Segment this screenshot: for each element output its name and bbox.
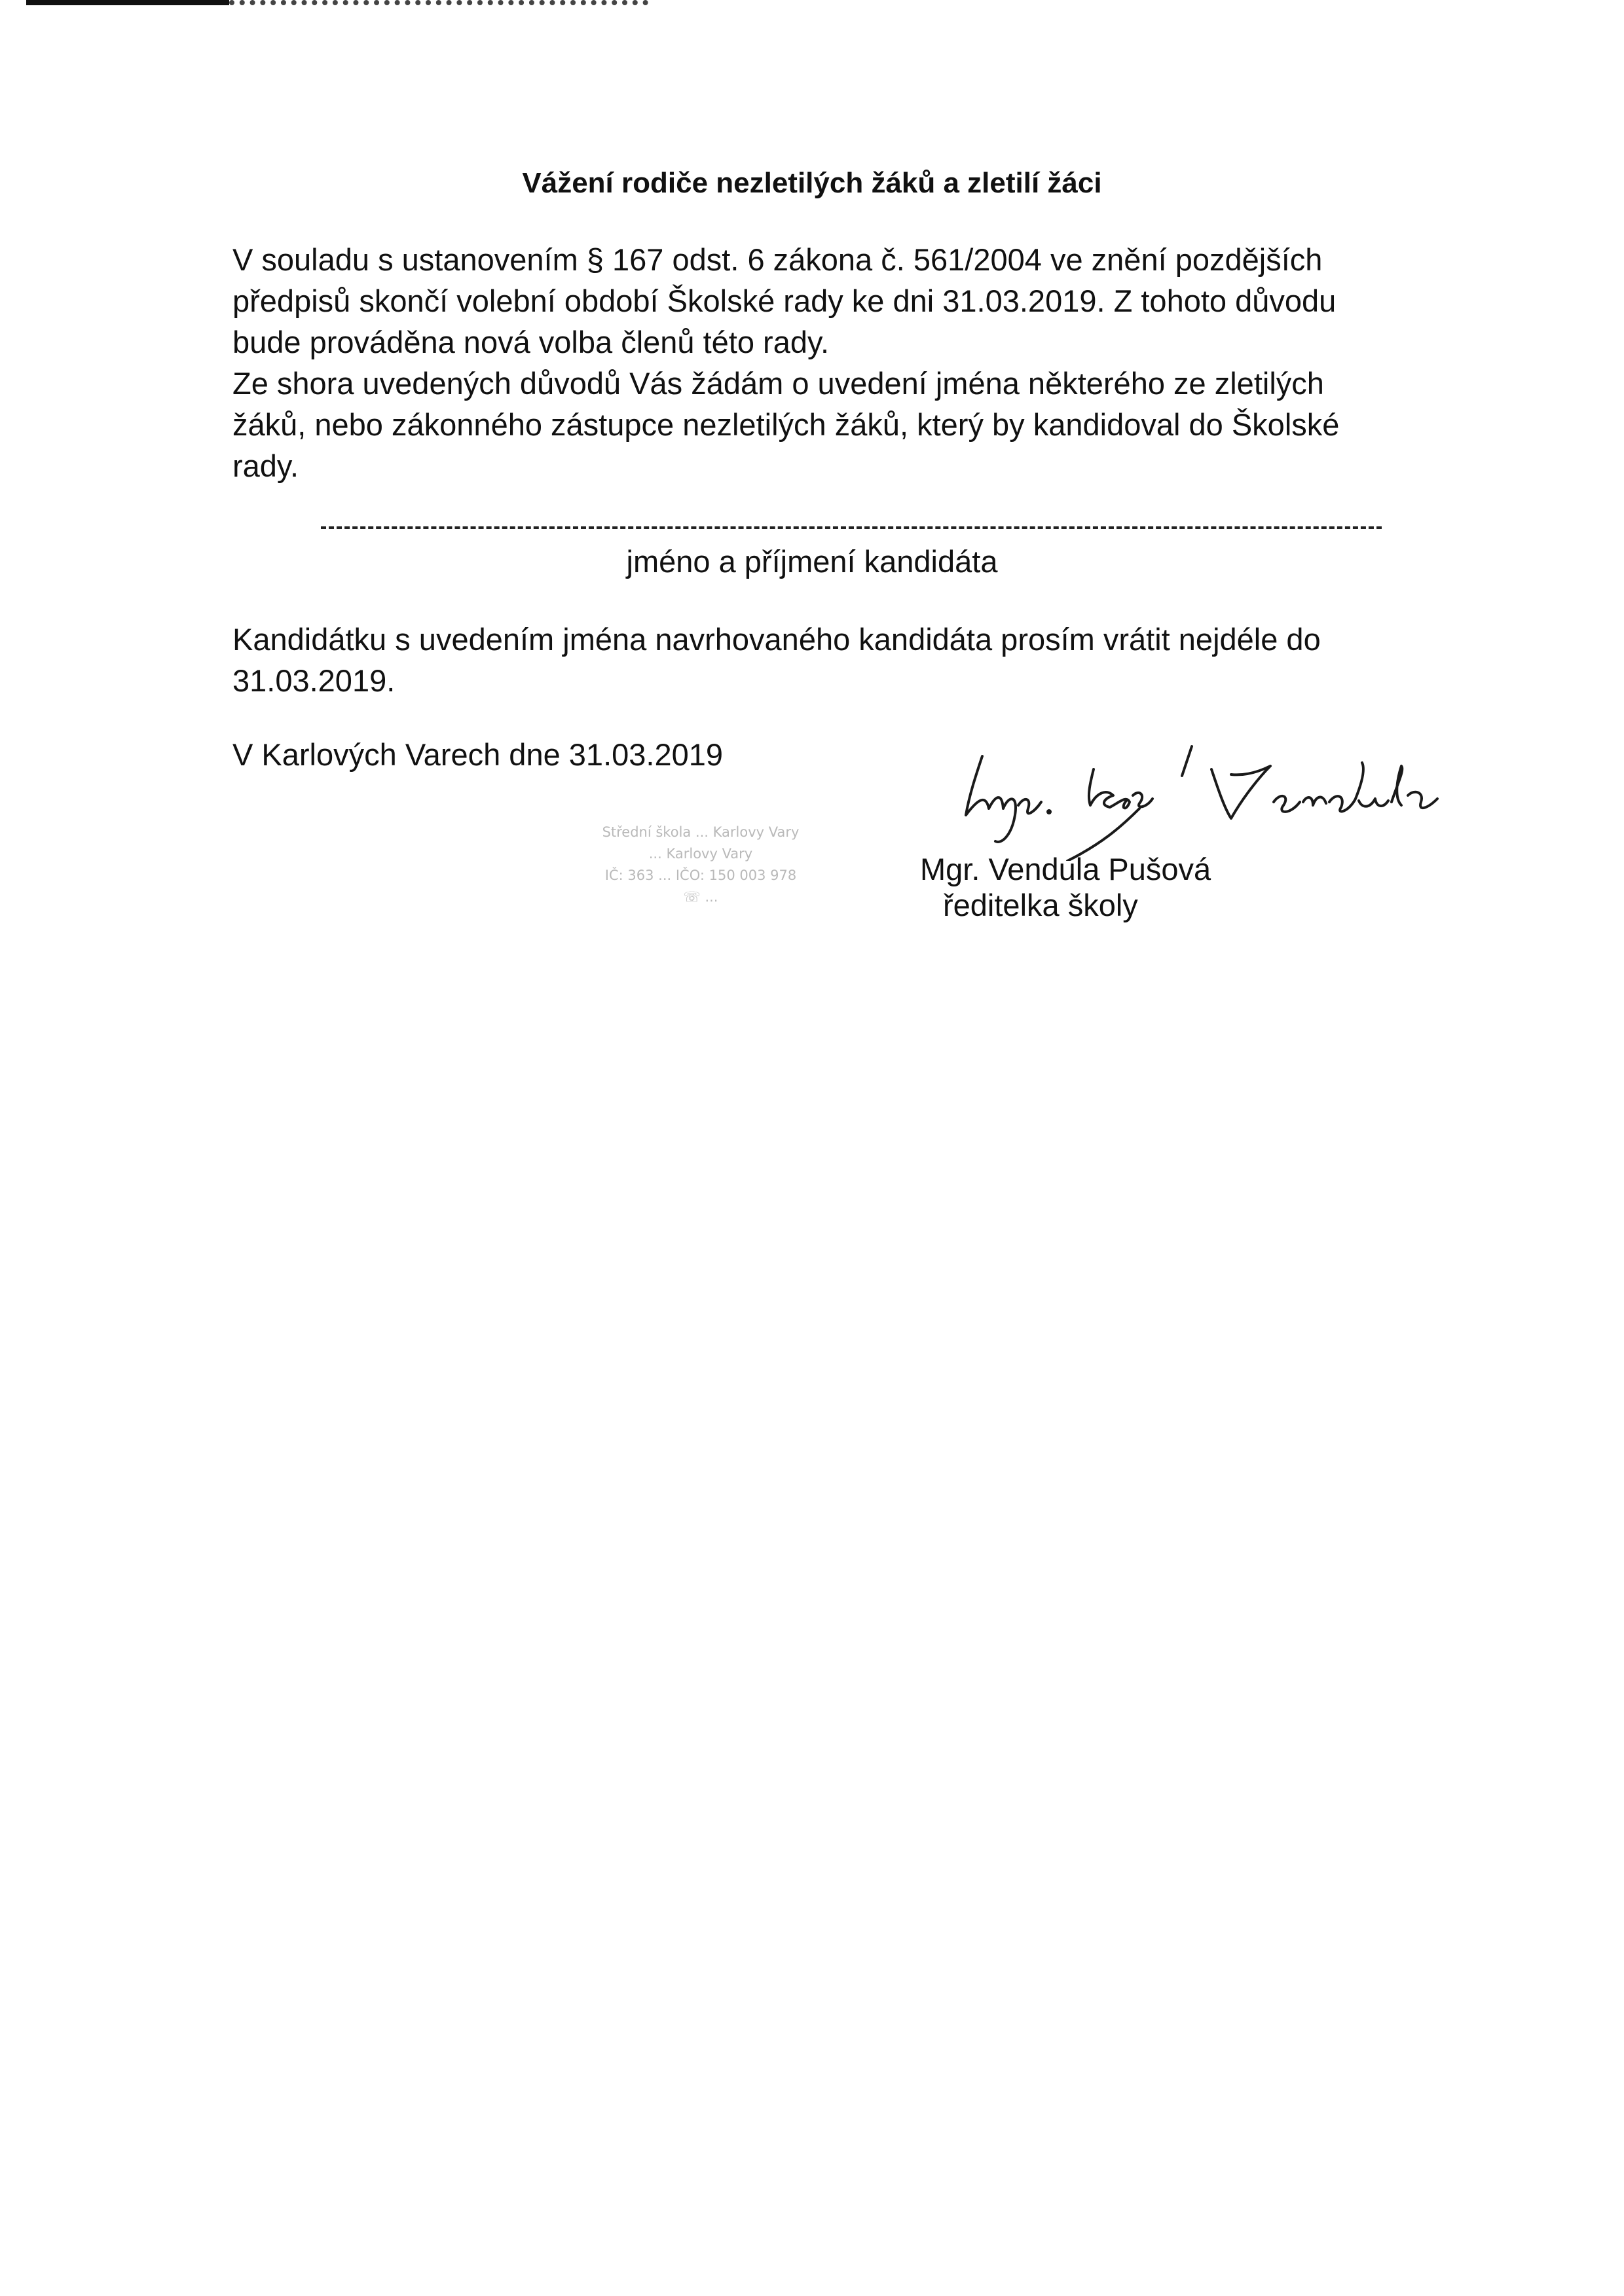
candidate-fill-in-line <box>321 526 1382 529</box>
top-scan-dotted-rule <box>229 0 648 5</box>
request-line: Kandidátku s uvedením jména navrhovaného kandidáta prosím vrátit nejdéle do <box>232 622 1321 657</box>
return-request <box>232 619 1480 701</box>
letter-title: Vážení rodiče nezletilých žáků a zletilí žáci <box>522 167 1102 199</box>
stamp-line: IČ: 363 ... IČO: 150 003 978 <box>604 867 797 883</box>
candidate-field-label: jméno a příjmení kandidáta <box>626 544 998 579</box>
stamp-line: Střední škola ... Karlovy Vary <box>602 824 800 840</box>
handwritten-signature <box>904 730 1467 861</box>
paragraph-line: předpisů skončí volební období Školské rady ke dni 31.03.2019. Z tohoto důvodu <box>232 283 1337 318</box>
top-scan-rule <box>26 0 229 5</box>
paragraph-line: bude prováděna nová volba členů této rady. <box>232 325 830 359</box>
letter-body-paragraph <box>232 239 1480 486</box>
signer-role: ředitelka školy <box>943 888 1138 922</box>
signer-name: Mgr. Vendula Pušová <box>920 852 1211 886</box>
paragraph-line: rady. <box>232 448 299 483</box>
request-line: 31.03.2019. <box>232 663 396 698</box>
place-and-date: V Karlových Varech dne 31.03.2019 <box>232 737 724 772</box>
stamp-line: ☏ ... <box>683 889 718 905</box>
school-stamp <box>471 822 930 908</box>
stamp-line: ... Karlovy Vary <box>648 846 753 862</box>
paragraph-line: V souladu s ustanovením § 167 odst. 6 zákona č. 561/2004 ve znění pozdějších <box>232 242 1323 277</box>
paragraph-line: Ze shora uvedených důvodů Vás žádám o uvedení jména některého ze zletilých <box>232 366 1324 401</box>
paragraph-line: žáků, nebo zákonného zástupce nezletilých žáků, který by kandidoval do Školské <box>232 407 1340 442</box>
